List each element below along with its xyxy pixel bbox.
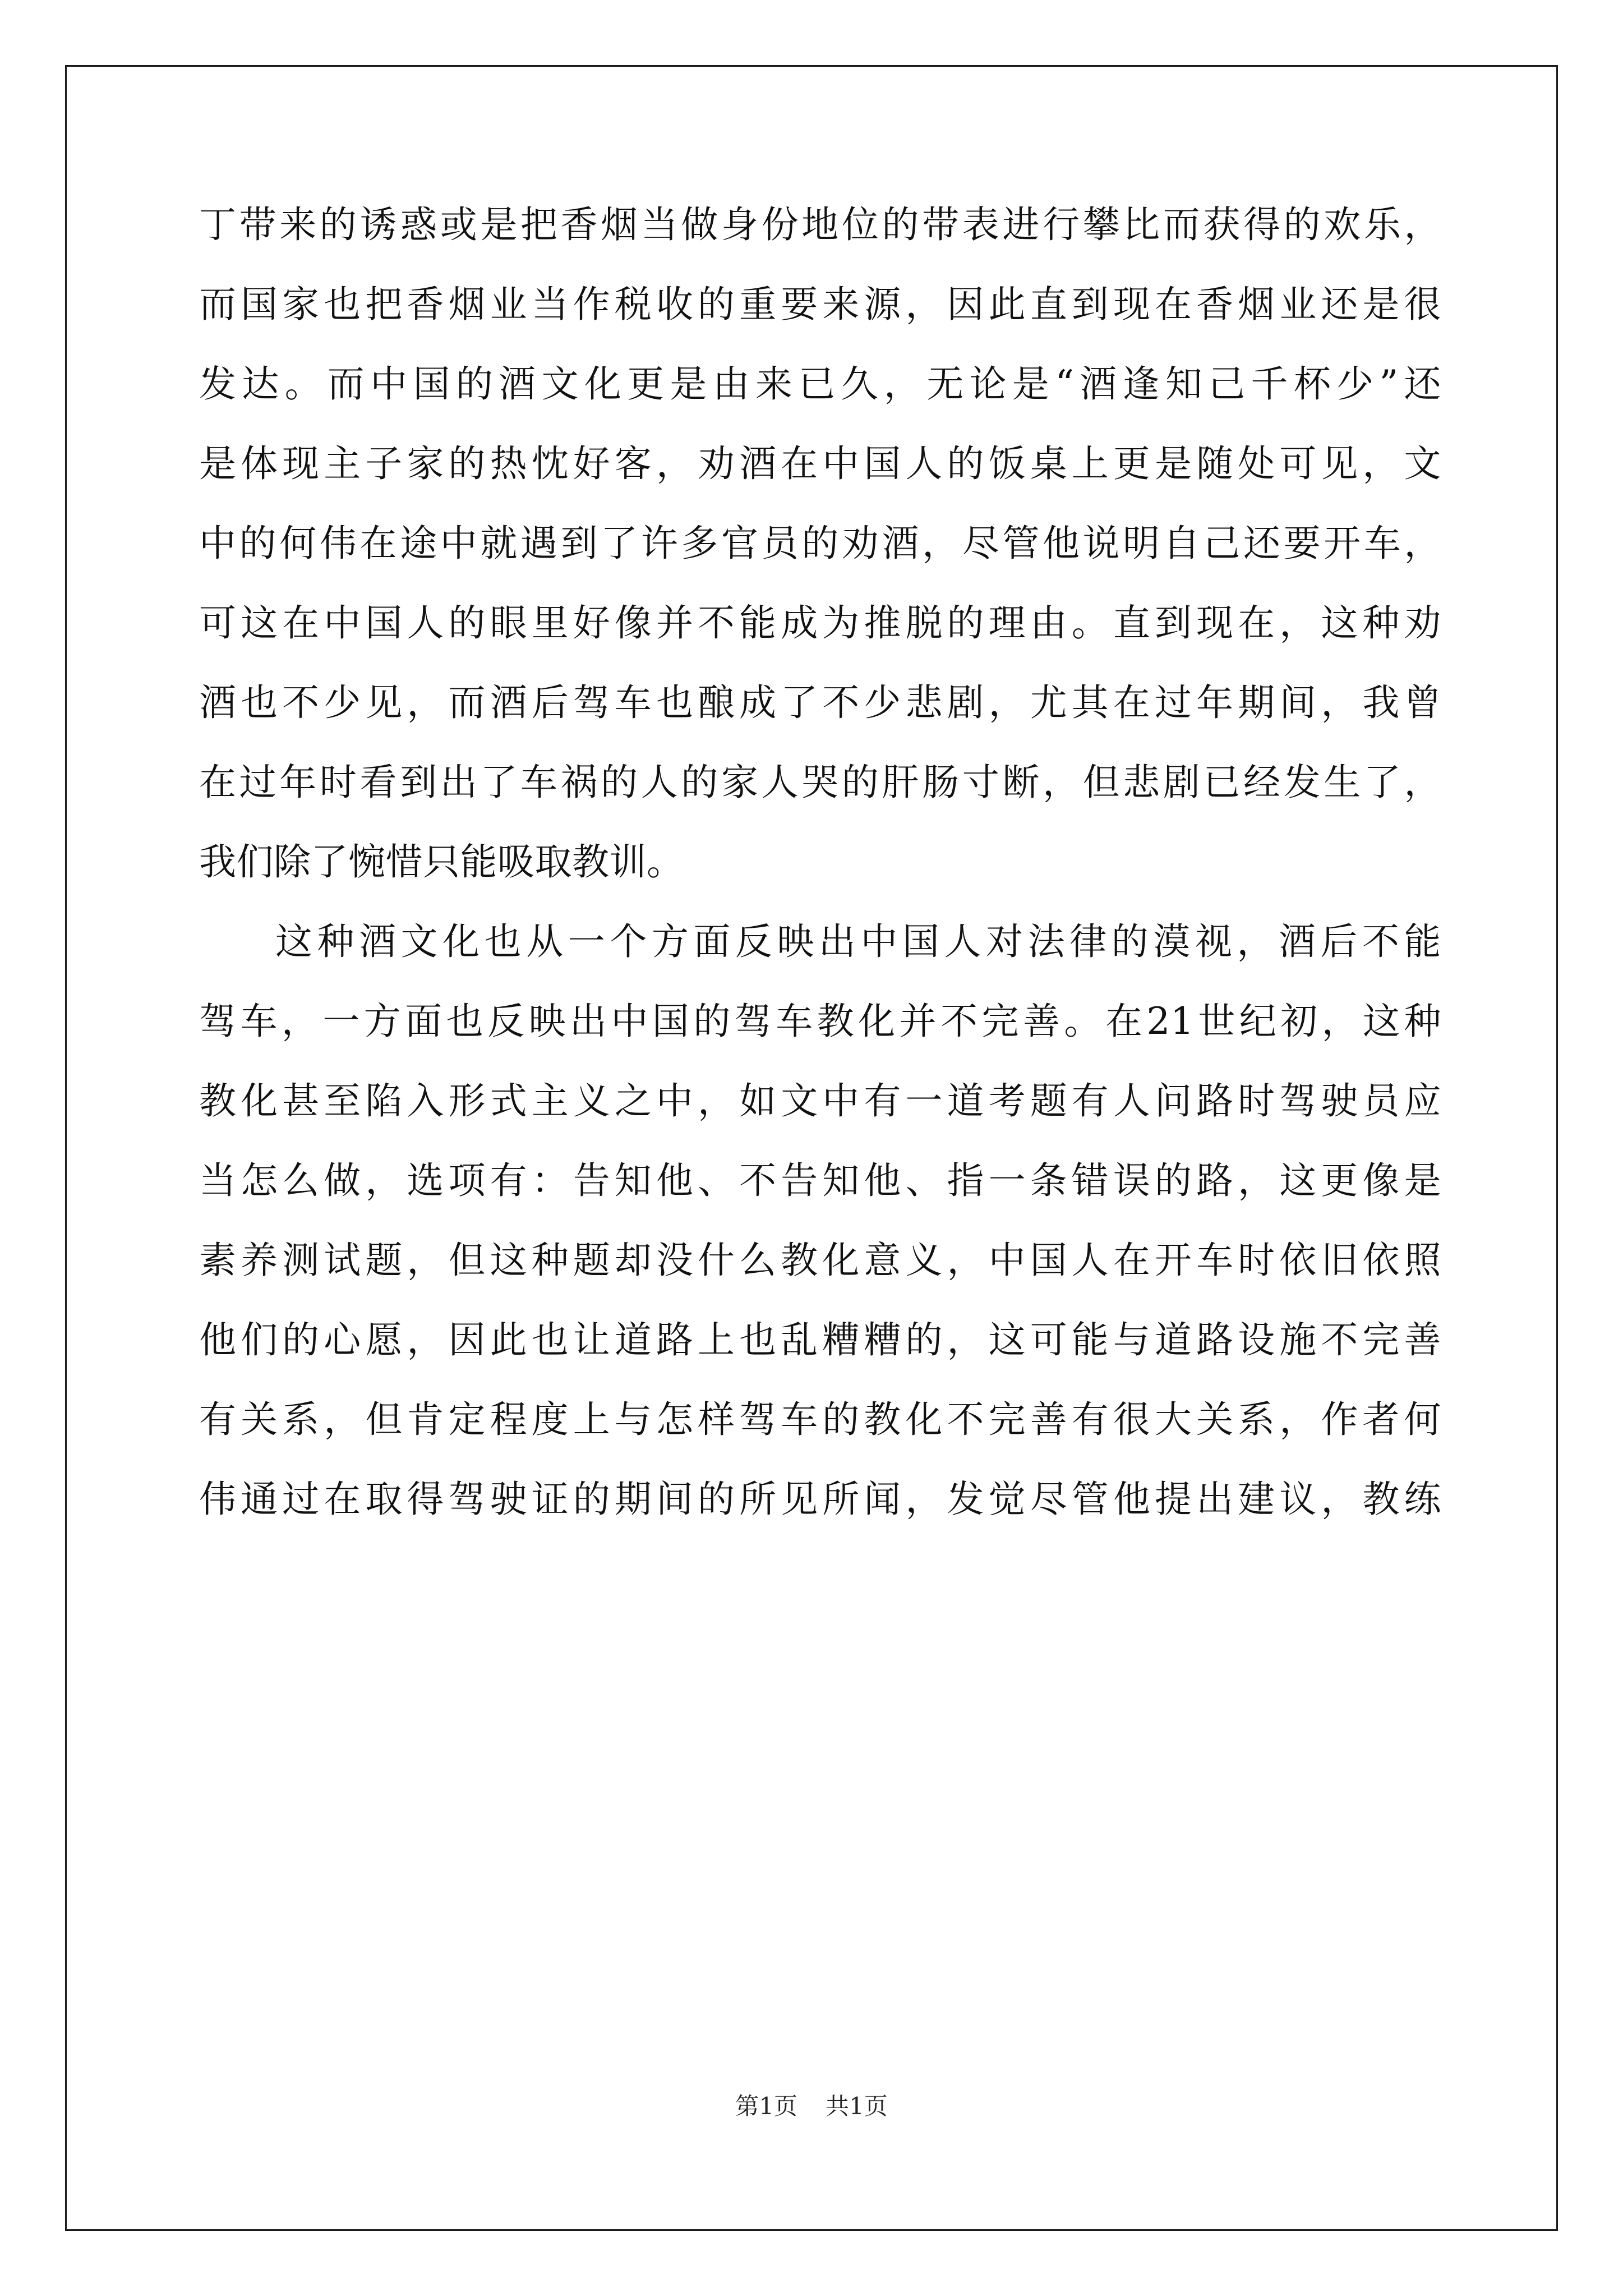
text-line: 酒也不少见，而酒后驾车也酿成了不少悲剧，尤其在过年期间，我曾 [199,681,1441,724]
text-line-paragraph-end: 我们除了惋惜只能吸取教训。 [199,840,684,884]
page-total: 共1页 [826,2092,888,2120]
text-line: 素养测试题，但这种题却没什么教化意义，中国人在开车时依旧依照 [199,1239,1441,1282]
text-line: 是体现主子家的热忱好客，劝酒在中国人的饭桌上更是随处可见，文 [199,442,1441,485]
text-line: 当怎么做，选项有：告知他、不告知他、指一条错误的路，这更像是 [199,1159,1441,1202]
document-body [199,185,1441,1539]
text-line-paragraph-start: 这种酒文化也从一个方面反映出中国人对法律的漠视，酒后不能 [275,920,1441,963]
text-line: 而国家也把香烟业当作税收的重要来源，因此直到现在香烟业还是很 [199,283,1441,326]
text-line: 伟通过在取得驾驶证的期间的所见所闻，发觉尽管他提出建议，教练 [199,1478,1441,1521]
text-line: 教化甚至陷入形式主义之中，如文中有一道考题有人问路时驾驶员应 [199,1079,1441,1122]
text-line: 可这在中国人的眼里好像并不能成为推脱的理由。直到现在，这种劝 [199,601,1441,645]
text-line: 驾车，一方面也反映出中国的驾车教化并不完善。在21世纪初，这种 [199,1000,1441,1043]
page-footer [0,2090,1623,2123]
text-line: 有关系，但肯定程度上与怎样驾车的教化不完善有很大关系，作者何 [199,1398,1441,1441]
text-line: 发达。而中国的酒文化更是由来已久，无论是“酒逢知己千杯少”还 [199,362,1441,406]
text-line: 在过年时看到出了车祸的人的家人哭的肝肠寸断，但悲剧已经发生了， [199,761,1441,804]
text-line: 他们的心愿，因此也让道路上也乱糟糟的，这可能与道路设施不完善 [199,1318,1441,1361]
text-line: 中的何伟在途中就遇到了许多官员的劝酒，尽管他说明自己还要开车， [199,522,1441,565]
text-line: 丁带来的诱惑或是把香烟当做身份地位的带表进行攀比而获得的欢乐， [199,203,1441,246]
page-number: 第1页 [735,2092,797,2120]
